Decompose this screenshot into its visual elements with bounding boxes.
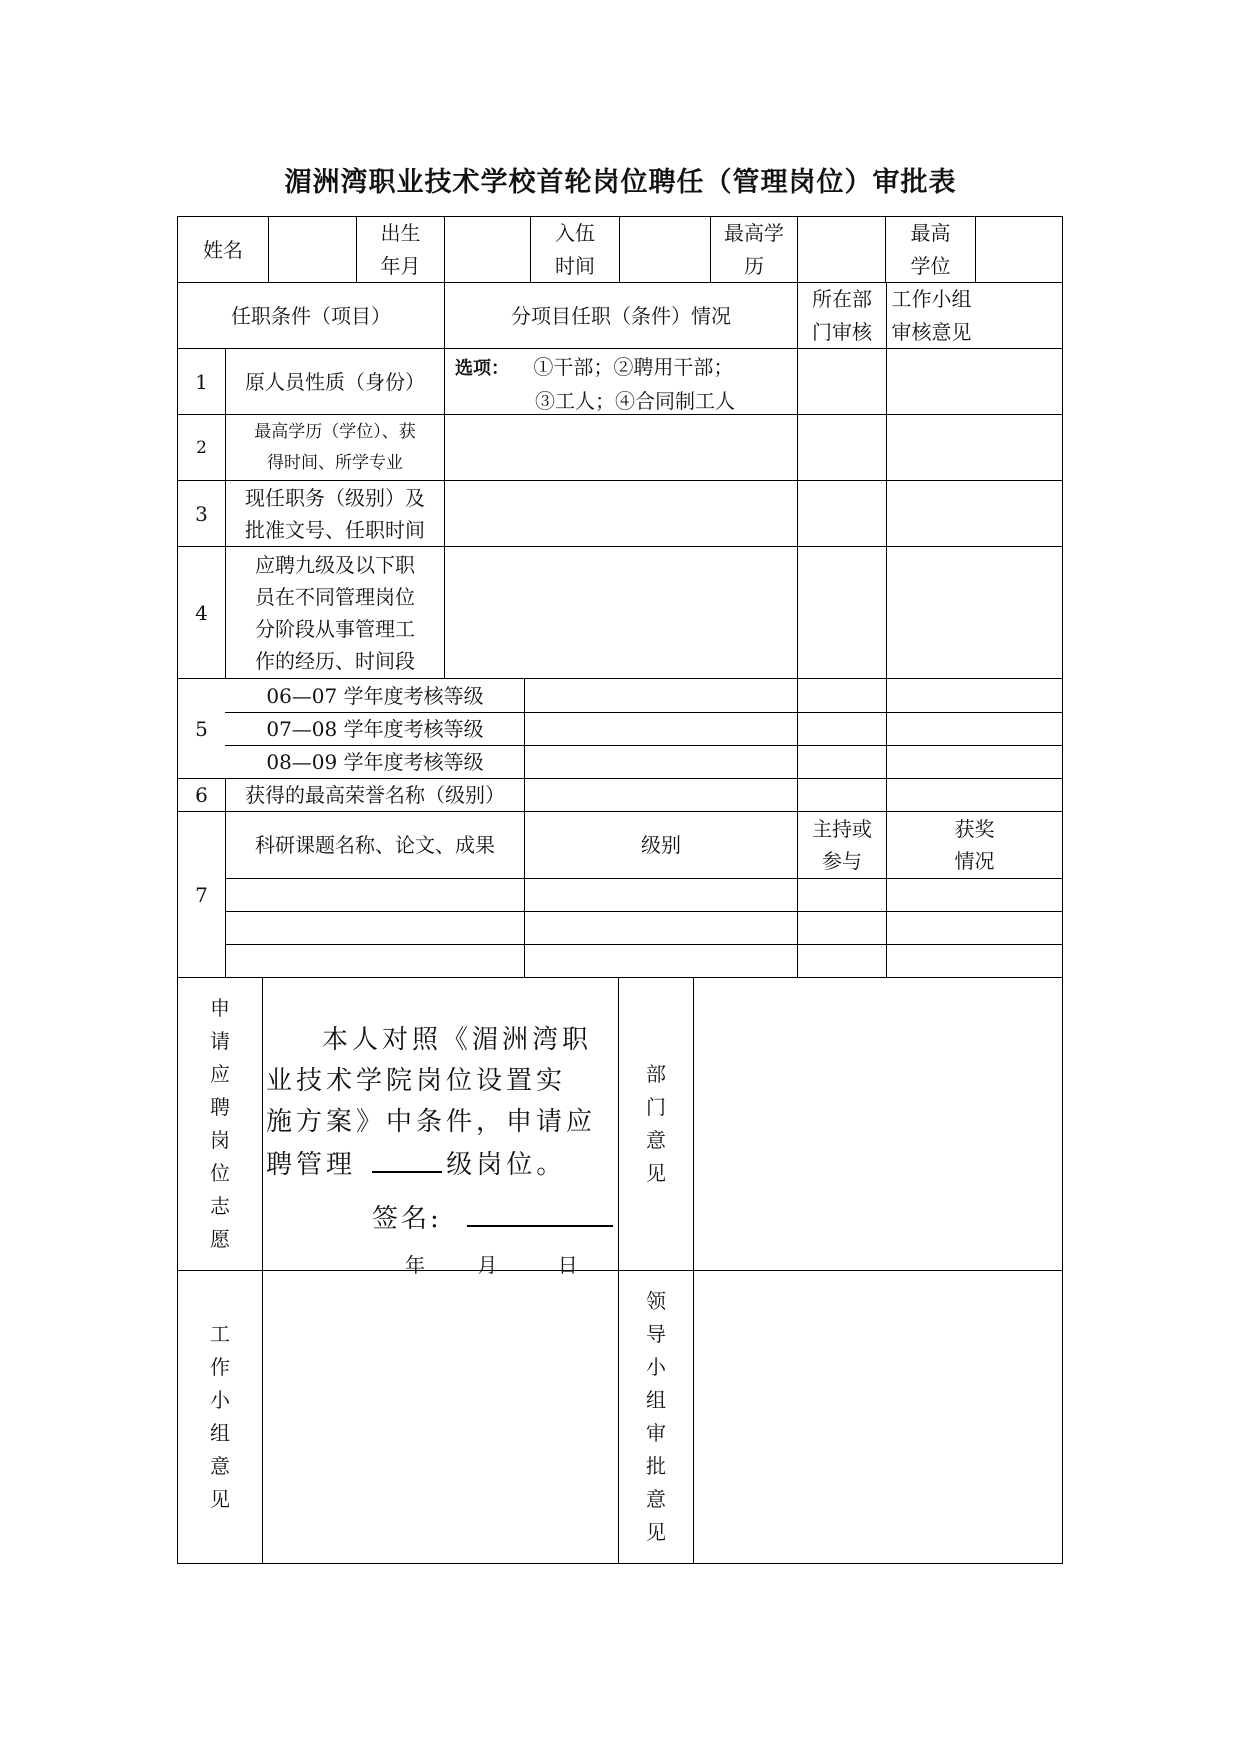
vertical-char: 门 [646, 1095, 666, 1119]
vertical-char: 作 [210, 1355, 230, 1379]
vertical-char: 愿 [210, 1227, 230, 1251]
row-label-line: 批准文号、任职时间 [245, 517, 425, 542]
row-label-line: 作的经历、时间段 [255, 648, 415, 673]
vertical-char: 领 [646, 1289, 666, 1313]
vertical-char: 请 [210, 1029, 230, 1053]
enlist-label-line: 时间 [555, 253, 595, 278]
degree-label [886, 217, 975, 282]
row-label-line: 分阶段从事管理工 [255, 616, 415, 641]
row-label-line: 现任职务（级别）及 [245, 485, 425, 510]
table-line [524, 778, 525, 811]
role-header [798, 812, 886, 878]
vertical-char: 见 [646, 1161, 666, 1185]
row-number: 6 [195, 783, 208, 807]
row-label [226, 481, 444, 546]
vertical-char: 批 [646, 1454, 666, 1478]
education-label-line: 历 [744, 253, 764, 278]
birth-label [357, 217, 444, 282]
table-line [444, 216, 445, 282]
dept-opinion-label [619, 978, 693, 1270]
table-line [524, 678, 525, 778]
date-day: 日 [557, 1253, 578, 1277]
statement-line: 聘管理 [266, 1150, 357, 1180]
date-month: 月 [477, 1253, 498, 1277]
role-header-line: 主持或 [812, 817, 872, 841]
education-label [711, 217, 797, 282]
row-number: 1 [195, 369, 208, 394]
degree-label-line: 学位 [910, 253, 951, 278]
dept-review-header-line: 门审核 [812, 319, 872, 344]
identity-options-text [455, 351, 735, 417]
enlist-label-line: 入伍 [555, 220, 595, 245]
position-level-blank[interactable] [372, 1143, 442, 1173]
vertical-char: 导 [646, 1322, 666, 1346]
vertical-char: 意 [210, 1454, 230, 1478]
conditions-item-header: 任职条件（项目） [231, 303, 391, 328]
conditions-detail-header: 分项目任职（条件）情况 [511, 303, 731, 328]
row-number: 5 [195, 716, 208, 741]
vertical-char: 部 [646, 1062, 666, 1086]
statement-line: 本人对照《湄洲湾职 [322, 1025, 593, 1055]
vertical-char: 审 [646, 1421, 666, 1445]
vertical-char: 申 [210, 996, 230, 1020]
vertical-char: 小 [646, 1355, 666, 1379]
form-title: 湄洲湾职业技术学校首轮岗位聘任（管理岗位）审批表 [284, 167, 957, 198]
vertical-char: 见 [210, 1487, 230, 1511]
table-line [619, 216, 620, 282]
group-review-header-line: 工作小组 [891, 286, 972, 311]
signature-label: 签名: [372, 1204, 442, 1234]
row-label [226, 415, 444, 480]
vertical-char: 组 [210, 1421, 230, 1445]
group-review-header [887, 283, 976, 348]
options-line: ③工人；④合同制工人 [535, 389, 735, 413]
row-label-line: 员在不同管理岗位 [255, 584, 415, 609]
vertical-char: 意 [646, 1487, 666, 1511]
table-line [225, 878, 1063, 879]
vertical-char: 聘 [210, 1095, 230, 1119]
row-label-line: 得时间、所学专业 [267, 452, 403, 473]
table-line [797, 216, 798, 282]
statement-line: 施方案》中条件，申请应 [266, 1107, 597, 1137]
dept-review-header [798, 283, 886, 348]
research-header: 科研课题名称、论文、成果 [255, 833, 495, 857]
birth-label-line: 出生 [380, 220, 421, 245]
statement-line: 业技术学院岗位设置实 [266, 1066, 567, 1096]
statement-line: 级岗位。 [446, 1150, 567, 1180]
assessment-year-label: 08—09 学年度考核等级 [266, 750, 484, 774]
group-opinion-label [178, 1271, 262, 1563]
assessment-year-label: 06—07 学年度考核等级 [266, 683, 484, 708]
row-number: 4 [195, 600, 208, 625]
vertical-char: 位 [210, 1161, 230, 1185]
table-line [444, 546, 445, 678]
award-header-line: 情况 [954, 849, 995, 873]
table-line [268, 216, 269, 282]
table-line [262, 977, 263, 1563]
date-year: 年 [405, 1253, 425, 1277]
identity-options [455, 349, 795, 414]
options-line: ①干部；②聘用干部； [533, 355, 734, 379]
application-statement [266, 1020, 616, 1186]
table-line [225, 944, 1063, 945]
birth-label-line: 年月 [380, 253, 421, 278]
vertical-char: 志 [210, 1194, 230, 1218]
table-border-bottom [177, 1563, 1063, 1564]
row-label-line: 应聘九级及以下职 [255, 552, 415, 577]
date-row [405, 1249, 578, 1278]
table-line [693, 977, 694, 1563]
vertical-char: 小 [210, 1388, 230, 1412]
assessment-year-label: 07—08 学年度考核等级 [266, 717, 484, 741]
vertical-char: 工 [210, 1322, 230, 1346]
signature-row [372, 1198, 613, 1235]
options-label: 选项： [455, 358, 509, 379]
row-label: 原人员性质（身份） [245, 369, 425, 394]
row-label: 获得的最高荣誉名称（级别） [245, 783, 505, 807]
level-header: 级别 [641, 833, 681, 857]
vertical-char: 应 [210, 1062, 230, 1086]
vertical-char: 组 [646, 1388, 666, 1412]
table-line [975, 216, 976, 282]
vertical-char: 见 [646, 1520, 666, 1544]
row-number: 3 [195, 501, 208, 526]
row-number: 7 [195, 882, 208, 907]
signature-blank[interactable] [467, 1201, 613, 1227]
name-label: 姓名 [203, 237, 243, 262]
table-line [225, 911, 1063, 912]
vertical-char: 意 [646, 1128, 666, 1152]
role-header-line: 参与 [822, 849, 862, 873]
education-label-line: 最高学 [724, 220, 784, 245]
row-label-line: 最高学历（学位）、获 [254, 421, 416, 442]
award-header [887, 812, 1062, 878]
application-label [178, 978, 262, 1270]
group-review-header-line: 审核意见 [891, 319, 972, 344]
row-number: 2 [196, 437, 207, 458]
leader-opinion-label [619, 1271, 693, 1563]
vertical-char: 岗 [210, 1128, 230, 1152]
enlist-label [531, 217, 619, 282]
table-border-right [1062, 216, 1063, 1564]
degree-label-line: 最高 [910, 220, 951, 245]
row-label [226, 547, 444, 678]
award-header-line: 获奖 [954, 817, 995, 841]
dept-review-header-line: 所在部 [812, 286, 872, 311]
